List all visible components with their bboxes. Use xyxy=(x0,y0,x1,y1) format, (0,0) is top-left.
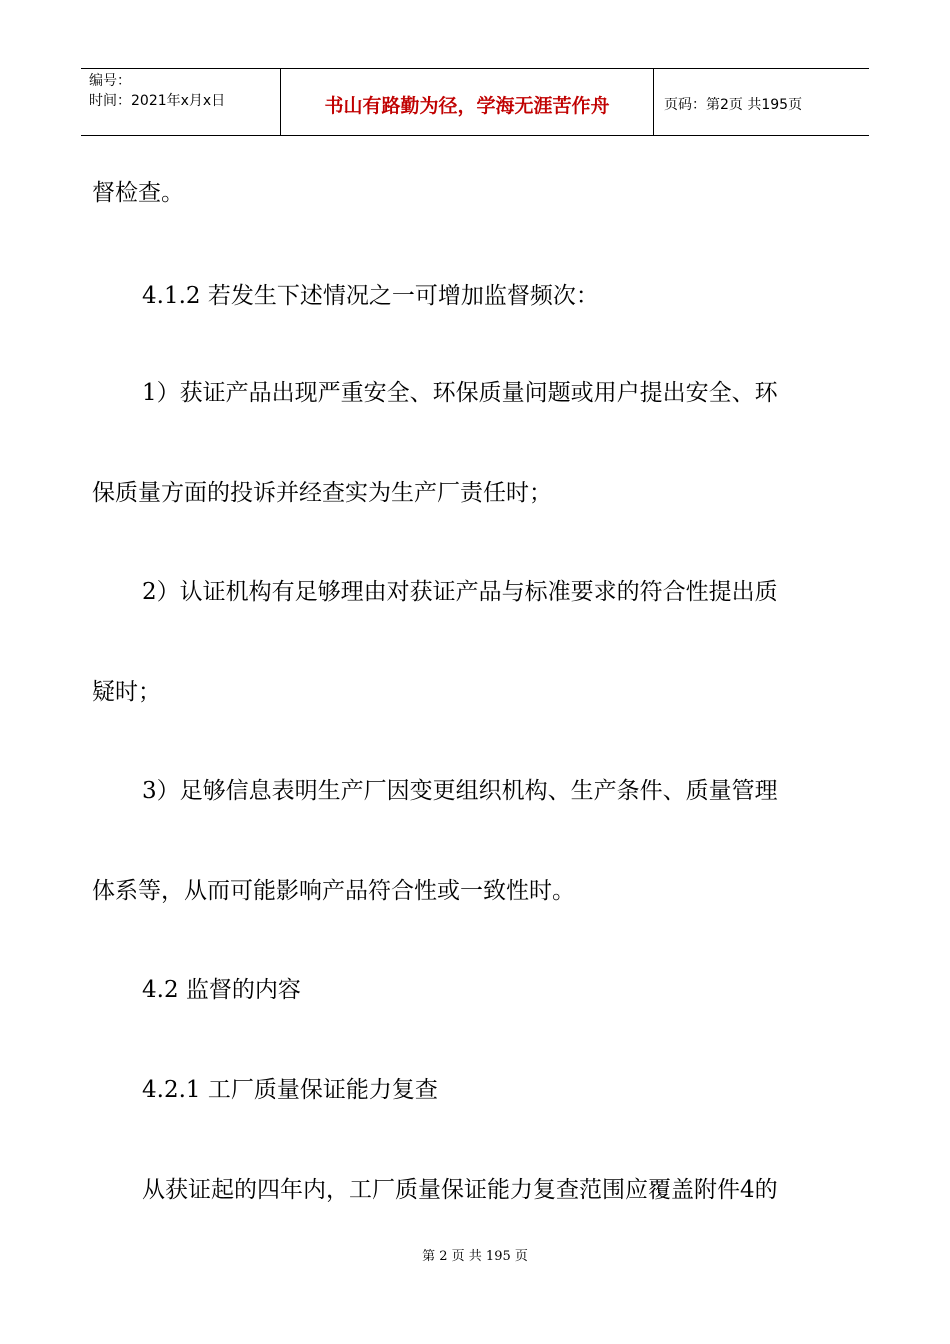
footer-page-number: 第 2 页 共 195 页 xyxy=(422,1249,528,1264)
document-number-label: 编号： xyxy=(89,73,131,89)
paragraph-line: 2）认证机构有足够理由对获证产品与标准要求的符合性提出质 xyxy=(142,579,778,605)
header-page-cell xyxy=(654,69,869,135)
paragraph-line: 保质量方面的投诉并经查实为生产厂责任时； xyxy=(92,480,552,506)
page-footer xyxy=(0,1245,950,1264)
paragraph-line: 1）获证产品出现严重安全、环保质量问题或用户提出安全、环 xyxy=(142,380,778,406)
section-heading: 4.2 监督的内容 xyxy=(142,977,301,1003)
page-header xyxy=(81,68,869,136)
section-heading: 4.2.1 工厂质量保证能力复查 xyxy=(142,1077,438,1103)
header-motto: 书山有路勤为径，学海无涯苦作舟 xyxy=(324,94,610,117)
paragraph-line: 体系等，从而可能影响产品符合性或一致性时。 xyxy=(92,878,575,904)
document-time-label: 时间：2021年x月x日 xyxy=(89,93,226,109)
paragraph-line: 督检查。 xyxy=(92,180,184,206)
header-motto-cell xyxy=(281,69,654,135)
paragraph-line: 疑时； xyxy=(92,679,161,705)
section-heading: 4.1.2 若发生下述情况之一可增加监督频次： xyxy=(142,283,599,309)
paragraph-line: 从获证起的四年内，工厂质量保证能力复查范围应覆盖附件4的 xyxy=(142,1177,778,1203)
header-meta-cell xyxy=(81,69,281,135)
header-page-info: 页码：第2页 共195页 xyxy=(664,97,803,113)
paragraph-line: 3）足够信息表明生产厂因变更组织机构、生产条件、质量管理 xyxy=(142,778,778,804)
